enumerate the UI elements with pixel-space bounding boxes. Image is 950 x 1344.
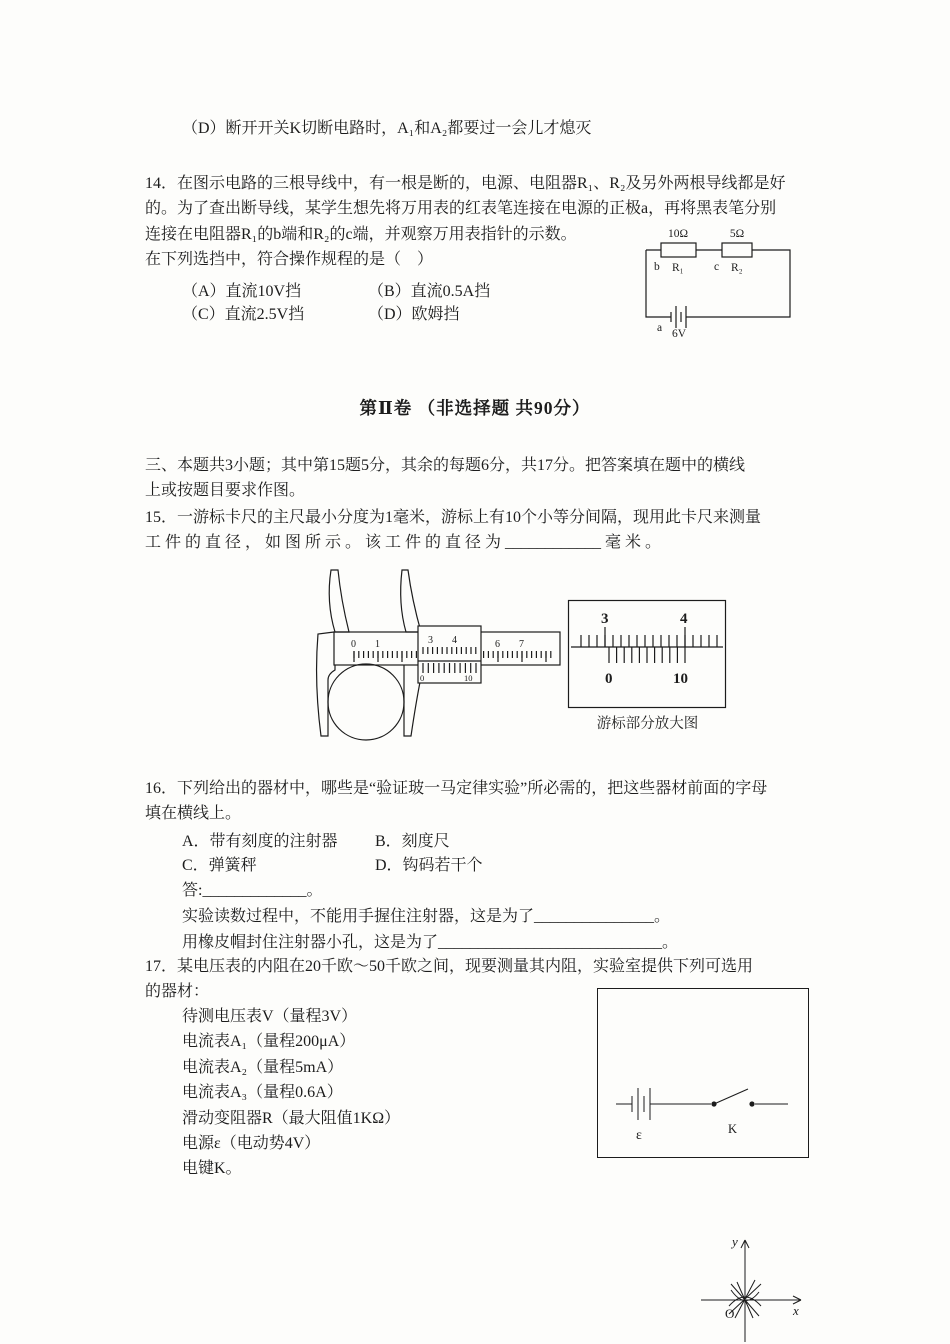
x-axis-label: x	[793, 1303, 799, 1318]
slider-scale-3-label: 3	[428, 635, 433, 646]
y-axis	[741, 1240, 749, 1342]
main-scale-1-label: 1	[375, 639, 380, 650]
q16-answer-blank: 答:_____________。	[182, 882, 323, 899]
enlarged-main-3-label: 3	[601, 611, 609, 627]
node-b-label: b	[654, 261, 660, 273]
equipment-rheostat: 滑动变阻器R（最大阻值1KΩ）	[182, 1109, 401, 1127]
q15-text	[145, 505, 825, 556]
resistor-r2-value-label: 5Ω	[729, 228, 745, 240]
q16-blank-line-1: 实验读数过程中，不能用手握住注射器，这是为了_______________。	[182, 908, 671, 925]
switch-k-label: K	[728, 1122, 738, 1136]
q14-line-2: 的。为了查出断导线，某学生想先将万用表的红表笔连接在电源的正极a，再将黑表笔分别	[145, 200, 777, 218]
equipment-power-source: 电源ε（电动势4V）	[182, 1135, 321, 1153]
q14-circuit-diagram	[634, 220, 802, 338]
switch-blade	[714, 1089, 748, 1104]
origin-label: O	[725, 1306, 735, 1321]
equipment-voltmeter: 待测电压表V（量程3V）	[182, 1008, 358, 1025]
q15-caliper-figure	[298, 562, 563, 758]
section3-line-1: 三、本题共3小题；其中第15题5分，其余的每题6分，共17分。把答案填在题中的横线	[145, 457, 746, 474]
q15-line-2: 工 件 的 直 径 ， 如 图 所 示 。 该 工 件 的 直 径 为 ____________ 毫 米 。	[145, 534, 662, 552]
vernier-0-label: 0	[420, 673, 425, 683]
equipment-ammeter-a1: 电流表A₁（量程200μA）	[182, 1033, 356, 1051]
caliper-upper-moving-jaw	[401, 570, 421, 632]
resistor-r1-name-label: R₁	[672, 262, 684, 274]
part2-heading: 第Ⅱ卷 （非选择题 共90分）	[359, 398, 591, 418]
q17-circuit-figure	[596, 987, 810, 1159]
q14-line-4: 在下列选挡中，符合操作规程的是（ ）	[145, 251, 434, 269]
q16-item-a: A．带有刻度的注射器	[182, 833, 338, 850]
battery-emf-label: 6V	[671, 328, 687, 340]
switch-terminal-left	[711, 1101, 716, 1106]
q16-text	[145, 776, 825, 827]
q15-line-1: 15．一游标卡尺的主尺最小分度为1毫米，游标上有10个小等分间隔，现用此卡尺来测量	[145, 509, 762, 526]
main-scale-6-label: 6	[495, 639, 500, 650]
q17-line-1: 17．某电压表的内阻在20千欧～50千欧之间，现要测量其内阻，实验室提供下列可选用	[145, 958, 754, 975]
battery-symbol	[632, 1088, 650, 1120]
q14-option-d: （D）欧姆挡	[368, 306, 460, 323]
enlarged-vernier-ticks	[609, 647, 685, 663]
enlarged-view-caption: 游标部分放大图	[596, 716, 699, 732]
circuit-box-border	[598, 989, 809, 1158]
q16-item-c: C．弹簧秤	[182, 857, 257, 874]
node-c-label: c	[714, 261, 720, 273]
q14-option-a: （A）直流10V挡	[182, 283, 302, 300]
q16-line-1: 16．下列给出的器材中，哪些是“验证玻一马定律实验”所必需的，把这些器材前面的字母	[145, 780, 768, 797]
q15-enlarged-vernier-figure	[567, 599, 727, 709]
resistor-r2-name-label: R₂	[731, 262, 743, 274]
workpiece-circle	[328, 664, 404, 740]
q14-line-3: 连接在电阻器R₁的b端和R₂的c端，并观察万用表指针的示数。	[145, 225, 577, 243]
main-scale-0-label: 0	[351, 639, 356, 650]
switch-terminal-right	[749, 1101, 754, 1106]
y-axis-label: y	[732, 1234, 738, 1249]
equipment-switch: 电键K。	[182, 1160, 242, 1178]
section3-line-2: 上或按题目要求作图。	[145, 482, 306, 500]
enlarged-main-4-label: 4	[680, 611, 688, 627]
equipment-ammeter-a2: 电流表A₂（量程5mA）	[182, 1058, 344, 1076]
vernier-10-label: 10	[464, 673, 473, 683]
resistor-r1	[661, 243, 696, 257]
q17-equipment-list	[182, 1004, 400, 1182]
slider-scale-4-label: 4	[452, 635, 457, 646]
enlarged-main-minor-ticks	[581, 635, 717, 647]
q16-item-b: B．刻度尺	[375, 833, 450, 850]
x-axis	[701, 1296, 801, 1304]
section3-intro	[145, 453, 825, 504]
prev-question-option-d: （D）断开开关K切断电路时，A₁和A₂都要过一会儿才熄灭	[182, 120, 592, 137]
enlarged-vernier-10-label: 10	[673, 671, 688, 687]
resistor-r1-value-label: 10Ω	[667, 228, 689, 240]
node-a-label: a	[657, 322, 663, 334]
q16-item-d: D．钩码若干个	[375, 857, 483, 874]
enlarged-vernier-0-label: 0	[605, 671, 613, 687]
main-scale-7-label: 7	[519, 639, 524, 650]
q17-line-2: 的器材：	[145, 983, 210, 1001]
battery-symbol	[671, 306, 686, 328]
q14-option-b: （B）直流0.5A挡	[368, 283, 491, 300]
emf-label: ε	[636, 1128, 642, 1143]
q16-blank-line-2: 用橡皮帽封住注射器小孔，这是为了____________________________。	[182, 934, 679, 951]
q16-line-2: 填在横线上。	[145, 805, 242, 823]
q14-option-c: （C）直流2.5V挡	[182, 306, 305, 323]
resistor-r2	[722, 243, 752, 257]
equipment-ammeter-a3: 电流表A₃（量程0.6A）	[182, 1084, 343, 1102]
caliper-upper-fixed-jaw	[329, 570, 349, 632]
coordinate-axes-figure	[693, 1230, 811, 1344]
q14-line-1: 14．在图示电路的三根导线中，有一根是断的，电源、电阻器R₁、R₂及另外两根导线都是好	[145, 175, 786, 192]
